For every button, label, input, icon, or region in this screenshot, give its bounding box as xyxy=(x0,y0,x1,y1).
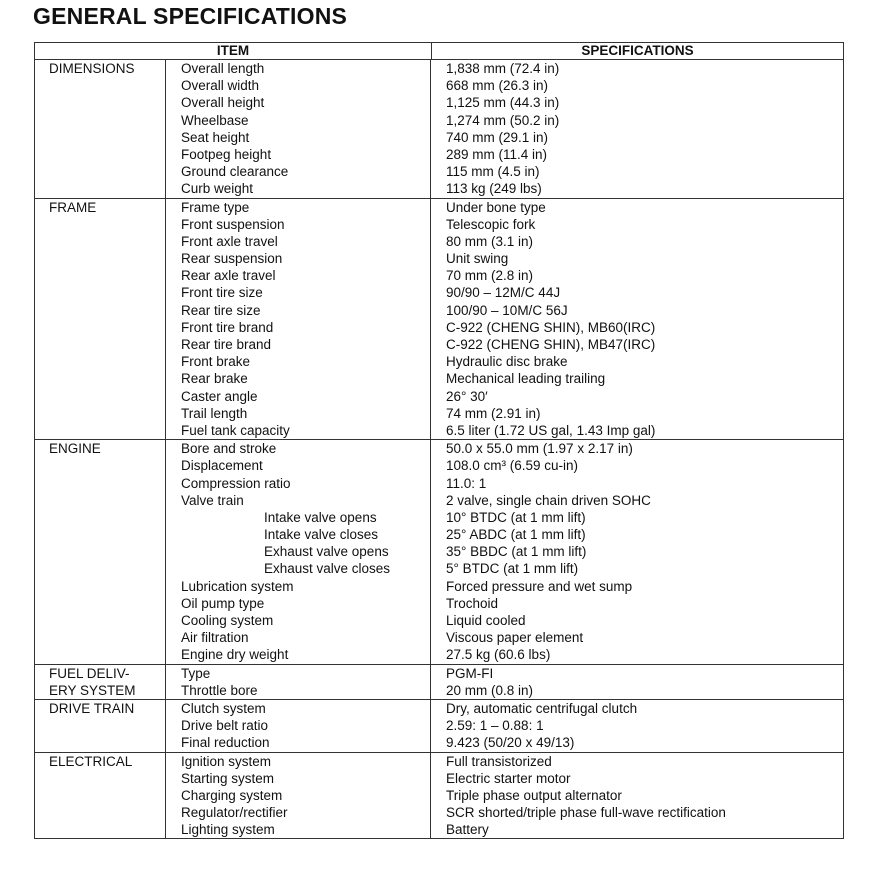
spec-value: 25° ABDC (at 1 mm lift) xyxy=(446,527,586,543)
spec-value: Battery xyxy=(446,822,489,838)
item-label: Clutch system xyxy=(181,700,266,716)
spec-value: 740 mm (29.1 in) xyxy=(446,129,549,145)
spec-value: Forced pressure and wet sump xyxy=(446,578,633,594)
spec-column xyxy=(431,665,843,699)
spec-value: 100/90 – 10M/C 56J xyxy=(446,302,568,318)
item-label: Displacement xyxy=(181,458,263,474)
spec-value: 1,838 mm (72.4 in) xyxy=(446,61,560,76)
category-cell: ENGINE xyxy=(35,440,166,663)
item-label: Exhaust valve opens xyxy=(264,544,389,560)
item-label: Front axle travel xyxy=(181,233,278,249)
item-label: Exhaust valve closes xyxy=(264,561,391,577)
item-label: Front tire brand xyxy=(181,319,274,335)
item-column xyxy=(166,199,431,440)
spec-column xyxy=(431,753,843,839)
item-label: Lighting system xyxy=(181,822,275,838)
item-label: Compression ratio xyxy=(181,475,291,491)
spec-value: Telescopic fork xyxy=(446,216,536,232)
item-label: Intake valve opens xyxy=(264,509,377,525)
item-label: Overall width xyxy=(181,78,260,94)
spec-value: 27.5 kg (60.6 lbs) xyxy=(446,647,551,663)
item-label: Curb weight xyxy=(181,181,254,197)
item-label: Front brake xyxy=(181,354,251,370)
spec-value: 90/90 – 12M/C 44J xyxy=(446,285,561,301)
item-label: Caster angle xyxy=(181,388,258,404)
spec-value: 20 mm (0.8 in) xyxy=(446,682,534,698)
category-cell: DIMENSIONS xyxy=(35,60,166,198)
category-cell: ELECTRICAL xyxy=(35,753,166,839)
spec-table xyxy=(34,42,844,839)
category-cell: DRIVE TRAIN xyxy=(35,700,166,752)
item-label: Intake valve closes xyxy=(264,527,379,543)
item-label: Frame type xyxy=(181,199,250,215)
header-specifications: SPECIFICATIONS xyxy=(581,43,694,58)
item-label: Front tire size xyxy=(181,285,263,301)
item-label: Throttle bore xyxy=(181,682,258,698)
item-label: Front suspension xyxy=(181,216,285,232)
spec-value: Trochoid xyxy=(446,595,499,611)
item-label: Ground clearance xyxy=(181,164,289,180)
spec-value: Dry, automatic centrifugal clutch xyxy=(446,700,638,716)
spec-value: 108.0 cm³ (6.59 cu-in) xyxy=(446,458,579,474)
item-label: Type xyxy=(181,665,211,681)
item-column xyxy=(166,753,431,839)
item-label: Rear brake xyxy=(181,371,248,387)
spec-value: 5° BTDC (at 1 mm lift) xyxy=(446,561,579,577)
spec-value: 35° BBDC (at 1 mm lift) xyxy=(446,544,587,560)
spec-value: 50.0 x 55.0 mm (1.97 x 2.17 in) xyxy=(446,441,633,457)
spec-value: 113 kg (249 lbs) xyxy=(446,181,542,197)
spec-value: Mechanical leading trailing xyxy=(446,371,606,387)
page-title: GENERAL SPECIFICATIONS xyxy=(33,3,348,29)
table-group xyxy=(35,440,843,664)
item-label: Air filtration xyxy=(181,630,249,646)
item-column xyxy=(166,665,431,699)
category-cell: FUEL DELIV- ERY SYSTEM xyxy=(35,665,166,699)
item-label: Trail length xyxy=(181,405,248,421)
spec-value: SCR shorted/triple phase full-wave rectification xyxy=(446,805,726,821)
item-label: Footpeg height xyxy=(181,146,272,162)
item-column xyxy=(166,440,431,663)
spec-value: 10° BTDC (at 1 mm lift) xyxy=(446,509,586,525)
item-label: Lubrication system xyxy=(181,578,294,594)
spec-value: 74 mm (2.91 in) xyxy=(446,405,541,421)
spec-value: 115 mm (4.5 in) xyxy=(446,164,540,180)
spec-value: 289 mm (11.4 in) xyxy=(446,146,548,162)
spec-column xyxy=(431,440,843,663)
item-label: Overall length xyxy=(181,61,265,76)
spec-value: Liquid cooled xyxy=(446,613,526,628)
item-label: Engine dry weight xyxy=(181,647,289,663)
item-column xyxy=(166,60,431,198)
spec-value: 668 mm (26.3 in) xyxy=(446,78,549,94)
item-label: Overall height xyxy=(181,95,265,111)
spec-value: 70 mm (2.8 in) xyxy=(446,268,534,284)
spec-value: 2.59: 1 – 0.88: 1 xyxy=(446,718,544,734)
spec-value: Viscous paper element xyxy=(446,630,584,646)
item-label: Rear axle travel xyxy=(181,268,276,284)
item-label: Final reduction xyxy=(181,735,270,751)
spec-value: PGM-FI xyxy=(446,665,494,681)
spec-column xyxy=(431,60,843,198)
spec-value: 1,274 mm (50.2 in) xyxy=(446,112,560,128)
spec-value: Unit swing xyxy=(446,251,509,267)
spec-value: Hydraulic disc brake xyxy=(446,354,568,370)
spec-value: Under bone type xyxy=(446,199,546,215)
item-label: Ignition system xyxy=(181,753,272,769)
spec-value: 26° 30′ xyxy=(446,388,488,404)
table-group xyxy=(35,199,843,441)
table-group xyxy=(35,60,843,199)
spec-value: 80 mm (3.1 in) xyxy=(446,233,534,249)
spec-value: Electric starter motor xyxy=(446,770,571,786)
spec-value: 1,125 mm (44.3 in) xyxy=(446,95,560,111)
spec-value: Full transistorized xyxy=(446,753,552,769)
table-body xyxy=(35,60,843,838)
item-column xyxy=(166,700,431,752)
spec-column xyxy=(431,199,843,440)
table-group xyxy=(35,665,843,700)
table-group xyxy=(35,700,843,753)
item-label: Starting system xyxy=(181,770,275,786)
item-label: Regulator/rectifier xyxy=(181,805,288,821)
spec-value: 9.423 (50/20 x 49/13) xyxy=(446,735,575,751)
spec-value: 11.0: 1 xyxy=(446,475,487,491)
item-label: Valve train xyxy=(181,492,244,508)
item-label: Drive belt ratio xyxy=(181,718,269,734)
item-label: Bore and stroke xyxy=(181,441,277,457)
item-label: Fuel tank capacity xyxy=(181,422,290,438)
item-label: Seat height xyxy=(181,129,250,145)
item-label: Rear suspension xyxy=(181,251,283,267)
spec-value: Triple phase output alternator xyxy=(446,787,622,803)
item-label: Rear tire brand xyxy=(181,337,272,352)
item-label: Cooling system xyxy=(181,613,274,628)
item-label: Rear tire size xyxy=(181,302,261,318)
spec-value: 6.5 liter (1.72 US gal, 1.43 Imp gal) xyxy=(446,422,656,438)
item-label: Charging system xyxy=(181,787,283,803)
category-cell: FRAME xyxy=(35,199,166,440)
spec-value: C-922 (CHENG SHIN), MB47(IRC) xyxy=(446,337,656,352)
spec-value: 2 valve, single chain driven SOHC xyxy=(446,492,651,508)
table-group xyxy=(35,753,843,839)
header-item: ITEM xyxy=(35,43,432,59)
spec-column xyxy=(431,700,843,752)
item-label: Wheelbase xyxy=(181,112,249,128)
spec-value: C-922 (CHENG SHIN), MB60(IRC) xyxy=(446,319,656,335)
item-label: Oil pump type xyxy=(181,595,265,611)
table-header xyxy=(35,43,843,60)
